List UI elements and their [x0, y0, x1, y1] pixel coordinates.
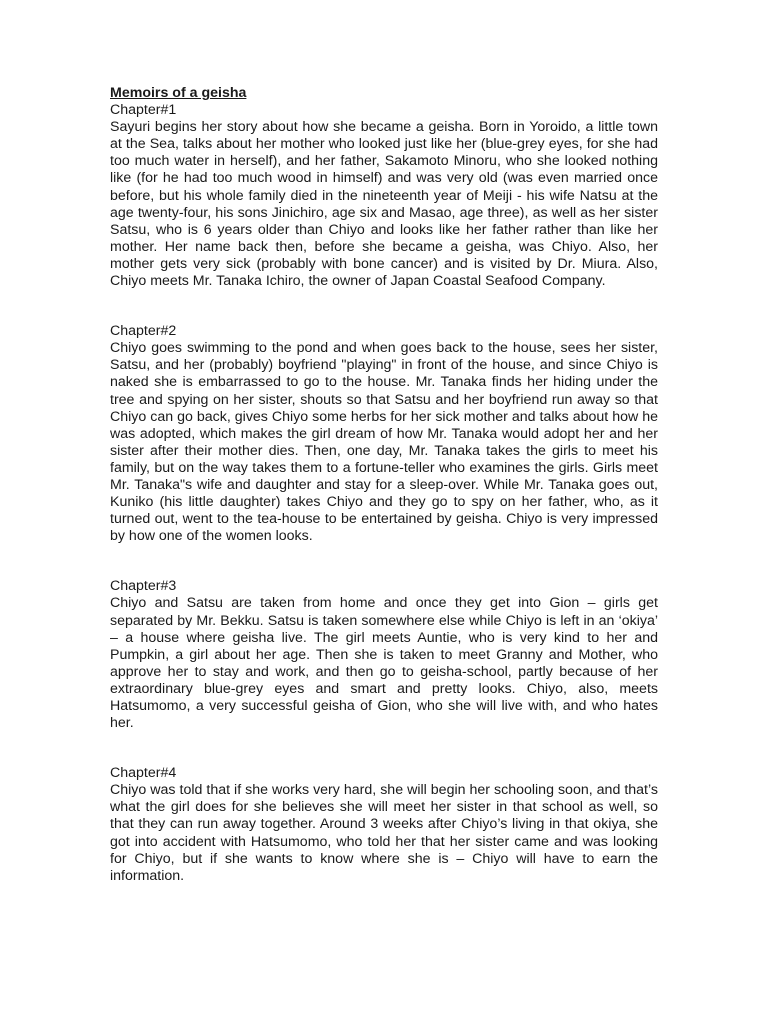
chapter-2-section [110, 323, 658, 545]
chapter-4-heading: Chapter#4 [110, 765, 177, 782]
chapter-1-section [110, 102, 658, 290]
chapter-3-text: Chiyo and Satsu are taken from home and once they get into Gion – girls get separated by Mr. Bekku. Satsu is taken somewhere else while Chiyo is left in an ‘okiya’ – a house where geisha live. The girl meets Auntie, who is very kind to her and Pumpkin, a girl about her age. Then she is taken to meet Granny and Mother, who approve her to stay and work, and then go to geisha-school, partly because of her extraordinary blue-grey eyes and smart and pretty looks. Chiyo, also, meets Hatsumomo, a very successful geisha of Gion, who she will live with, and who hates her. [110, 595, 658, 732]
chapter-4-text: Chiyo was told that if she works very hard, she will begin her schooling soon, and that’s what the girl does for she believes she will meet her sister in that school as well, so that they can run away together. Around 3 weeks after Chiyo’s living in that okiya, she got into accident with Hatsumomo, who told her that her sister came and was looking for Chiyo, but if she wants to know where she is – Chiyo will have to earn the information. [110, 782, 658, 884]
chapter-1-heading: Chapter#1 [110, 102, 177, 119]
chapter-3-heading: Chapter#3 [110, 578, 177, 595]
document-page [110, 85, 658, 885]
chapter-4-section [110, 765, 658, 885]
chapter-2-text: Chiyo goes swimming to the pond and when goes back to the house, sees her sister, Satsu, and her (probably) boyfriend "playing" in front of the house, and since Chiyo is naked she is embarrassed to go to the house. Mr. Tanaka finds her hiding under the tree and spying on her sister, shouts so that Satsu and her boyfriend run away so that Chiyo can go back, gives Chiyo some herbs for her sick mother and talks about how he was adopted, which makes the girl dream of how Mr. Tanaka would adopt her and her sister after their mother dies. Then, one day, Mr. Tanaka takes the girls to meet his family, but on the way takes them to a fortune-teller who examines the girls. Girls meet Mr. Tanaka"s wife and daughter and stay for a sleep-over. While Mr. Tanaka goes out, Kuniko (his little daughter) takes Chiyo and they go to spy on her father, who, as it turned out, went to the tea-house to be entertained by geisha. Chiyo is very impressed by how one of the women looks. [110, 340, 658, 545]
chapter-2-heading: Chapter#2 [110, 323, 177, 340]
document-title: Memoirs of a geisha [110, 85, 247, 101]
chapter-1-text: Sayuri begins her story about how she became a geisha. Born in Yoroido, a little town at the Sea, talks about her mother who looked just like her (blue-grey eyes, for she had too much water in herself), and her father, Sakamoto Minoru, who she looked nothing like (for he had too much wood in himself) and was very old (was even married once before, but his whole family died in the nineteenth year of Meiji - his wife Natsu at the age twenty-four, his sons Jinichiro, age six and Masao, age three), as well as her sister Satsu, who is 6 years older than Chiyo and looks like her father rather than like her mother. Her name back then, before she became a geisha, was Chiyo. Also, her mother gets very sick (probably with bone cancer) and is visited by Dr. Miura. Also, Chiyo meets Mr. Tanaka Ichiro, the owner of Japan Coastal Seafood Company. [110, 119, 658, 290]
chapter-3-section [110, 578, 658, 732]
